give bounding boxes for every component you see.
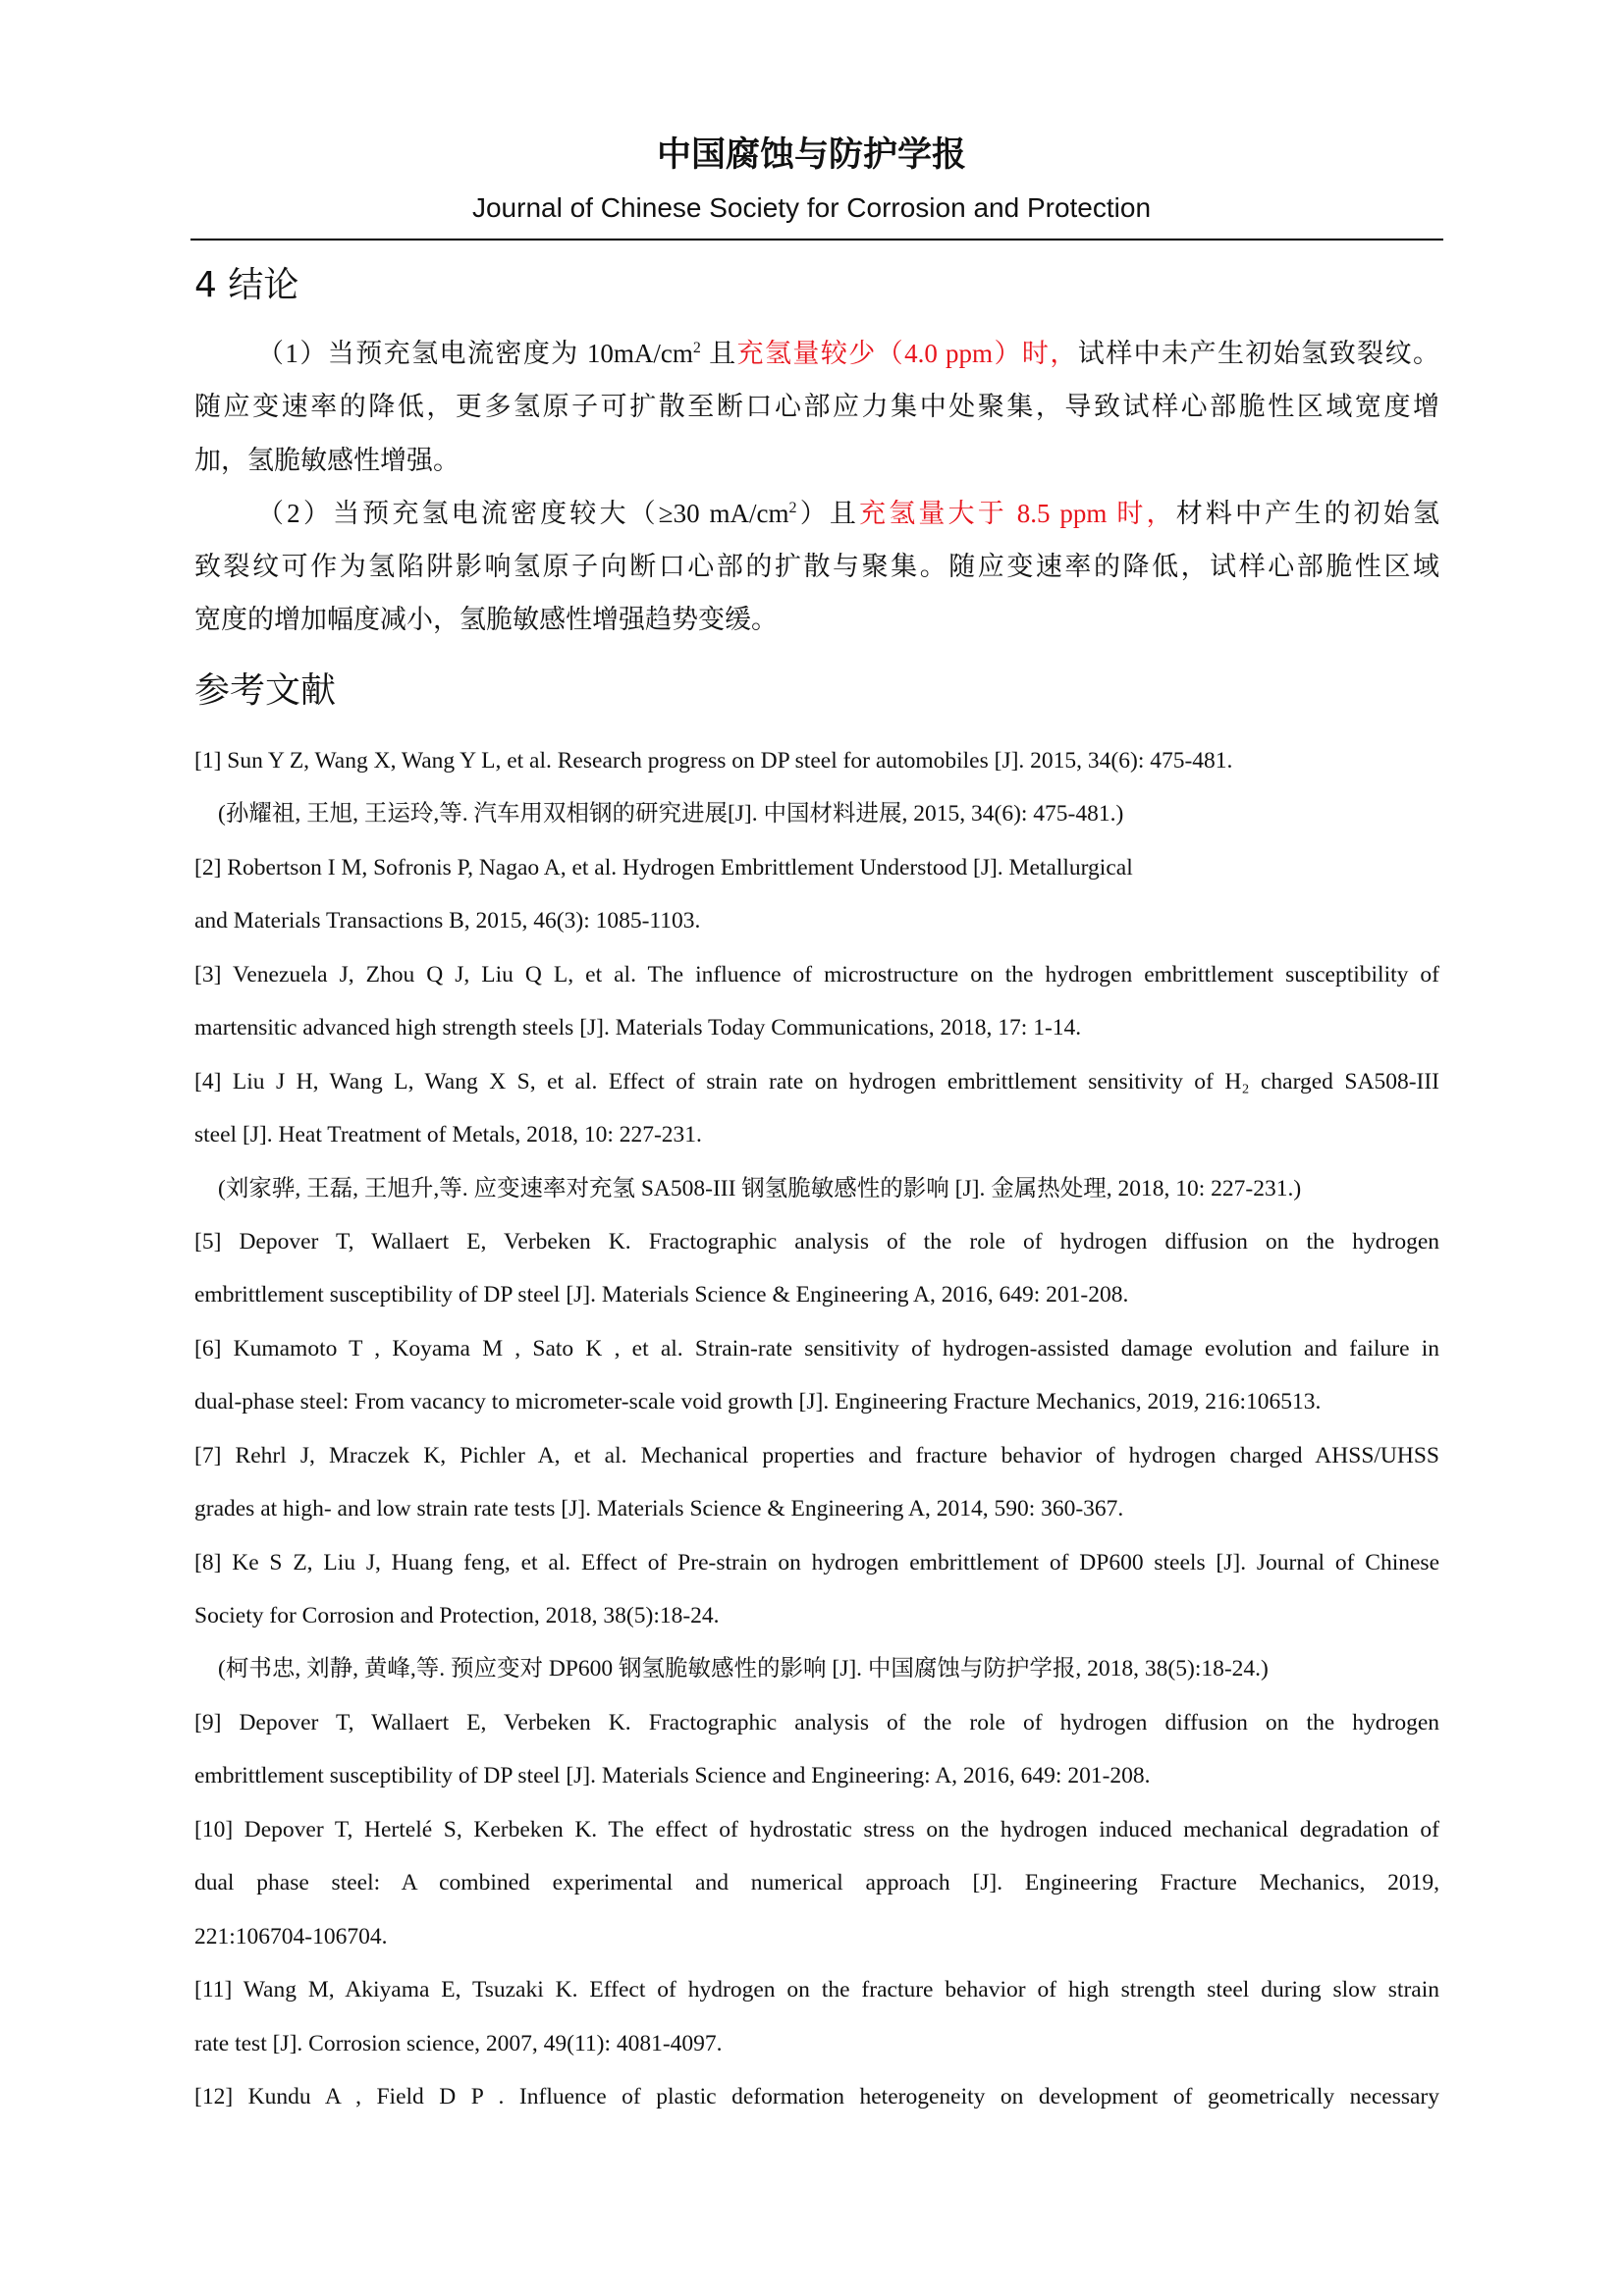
reference-line: dual-phase steel: From vacancy to micrometer-scale void growth [J]. Engineering Fracture Mechanics, 2019, 216:106513. bbox=[194, 1389, 1322, 1415]
reference-line: embrittlement susceptibility of DP steel [J]. Materials Science and Engineering: A, 2016, 649: 201-208. bbox=[194, 1763, 1151, 1789]
reference-translation: (柯书忠, 刘静, 黄峰,等. 预应变对 DP600 钢氢脆敏感性的影响 [J]. 中国腐蚀与防护学报, 2018, 38(5):18-24.) bbox=[218, 1656, 1269, 1682]
paragraph-line bbox=[194, 380, 1439, 433]
reference-list bbox=[194, 734, 1439, 2123]
reference-line: [9] Depover T, Wallaert E, Verbeken K. Fractographic analysis of the role of hydrogen diffusion on the hydrogen bbox=[194, 1709, 1439, 1735]
paragraph-line bbox=[194, 327, 1439, 380]
reference-line: dual phase steel: A combined experimental and numerical approach [J]. Engineering Fracture Mechanics, 2019, bbox=[194, 1870, 1439, 1896]
reference-line: [3] Venezuela J, Zhou Q J, Liu Q L, et al. The influence of microstructure on the hydrogen embrittlement susceptibility of bbox=[194, 961, 1439, 988]
paragraph-line bbox=[194, 593, 1439, 646]
reference-line: [7] Rehrl J, Mraczek K, Pichler A, et al. Mechanical properties and fracture behavior of hydrogen charged AHSS/UHSS bbox=[194, 1442, 1439, 1468]
reference-translation: (刘家骅, 王磊, 王旭升,等. 应变速率对充氢 SA508-III 钢氢脆敏感性的影响 [J]. 金属热处理, 2018, 10: 227-231.) bbox=[218, 1175, 1302, 1201]
header-rule bbox=[190, 239, 1443, 240]
reference-translation: (孙耀祖, 王旭, 王运玲,等. 汽车用双相钢的研究进展[J]. 中国材料进展, 2015, 34(6): 475-481.) bbox=[218, 801, 1124, 828]
reference-line: rate test [J]. Corrosion science, 2007, 49(11): 4081-4097. bbox=[194, 2030, 723, 2056]
reference-line: Society for Corrosion and Protection, 2018, 38(5):18-24. bbox=[194, 1603, 720, 1629]
text-run: （1）当预充氢电流密度为 10mA/cm bbox=[257, 339, 693, 368]
text-run: （2）当预充氢电流密度较大（≥30 mA/cm bbox=[257, 498, 789, 528]
journal-title-en: Journal of Chinese Society for Corrosion and Protection bbox=[471, 192, 1152, 223]
paragraph-line bbox=[194, 434, 1439, 487]
text-run: ）且 bbox=[796, 498, 860, 528]
reference-line: grades at high- and low strain rate tests [J]. Materials Science & Engineering A, 2014, 590: 360-367. bbox=[194, 1496, 1124, 1522]
reference-line: [11] Wang M, Akiyama E, Tsuzaki K. Effect of hydrogen on the fracture behavior of high strength steel during slow strain bbox=[194, 1977, 1439, 2003]
reference-line: [1] Sun Y Z, Wang X, Wang Y L, et al. Research progress on DP steel for automobiles [J]. 2015, 34(6): 475-481. bbox=[194, 748, 1233, 774]
reference-line: [6] Kumamoto T , Koyama M , Sato K , et al. Strain-rate sensitivity of hydrogen-assisted damage evolution and failure in bbox=[194, 1335, 1439, 1362]
highlighted-text: 充氢量较少（4.0 ppm）时， bbox=[736, 339, 1078, 368]
section-heading-conclusion: 4 结论 bbox=[194, 265, 299, 305]
reference-line: [5] Depover T, Wallaert E, Verbeken K. Fractographic analysis of the role of hydrogen diffusion on the hydrogen bbox=[194, 1228, 1439, 1255]
references-heading: 参考文献 bbox=[194, 670, 337, 711]
conclusion-body bbox=[194, 327, 1439, 647]
reference-line: [10] Depover T, Hertelé S, Kerbeken K. The effect of hydrostatic stress on the hydrogen induced mechanical degradation of bbox=[194, 1816, 1439, 1842]
reference-line: [8] Ke S Z, Liu J, Huang feng, et al. Effect of Pre-strain on hydrogen embrittlement of DP600 steels [J]. Journal of Chinese bbox=[194, 1549, 1439, 1575]
text-run: 宽度的增加幅度减小，氢脆敏感性增强趋势变缓。 bbox=[194, 605, 778, 635]
text-run: 加，氢脆敏感性增强。 bbox=[194, 445, 460, 475]
reference-line: steel [J]. Heat Treatment of Metals, 2018, 10: 227-231. bbox=[194, 1122, 702, 1148]
reference-line: [12] Kundu A , Field D P . Influence of plastic deformation heterogeneity on development of geometrically necessary bbox=[194, 2083, 1439, 2109]
reference-line: [2] Robertson I M, Sofronis P, Nagao A, et al. Hydrogen Embrittlement Understood [J]. Metallurgical bbox=[194, 854, 1133, 881]
text-run: 材料中产生的初始氢 bbox=[1175, 498, 1440, 528]
text-run: 且 bbox=[700, 339, 737, 368]
highlighted-text: 充氢量大于 8.5 ppm 时， bbox=[859, 498, 1176, 528]
text-run: 2 bbox=[692, 340, 701, 356]
paragraph-line bbox=[194, 487, 1439, 540]
text-run: 试样中未产生初始氢致裂纹。 bbox=[1077, 339, 1440, 368]
journal-title-cn: 中国腐蚀与防护学报 bbox=[656, 135, 966, 175]
text-run: 2 bbox=[788, 499, 797, 516]
reference-line: 221:106704-106704. bbox=[194, 1923, 388, 1949]
text-run: 致裂纹可作为氢陷阱影响氢原子向断口心部的扩散与聚集。随应变速率的降低，试样心部脆性区域 bbox=[194, 552, 1439, 582]
reference-line: and Materials Transactions B, 2015, 46(3): 1085-1103. bbox=[194, 908, 701, 934]
reference-line: embrittlement susceptibility of DP steel [J]. Materials Science & Engineering A, 2016, 649: 201-208. bbox=[194, 1282, 1129, 1308]
text-run: 随应变速率的降低，更多氢原子可扩散至断口心部应力集中处聚集，导致试样心部脆性区域宽度增 bbox=[194, 392, 1439, 422]
reference-line: [4] Liu J H, Wang L, Wang X S, et al. Effect of strain rate on hydrogen embrittlement sensitivity of H₂ charged SA508-III bbox=[194, 1068, 1439, 1095]
reference-line: martensitic advanced high strength steels [J]. Materials Today Communications, 2018, 17: 1-14. bbox=[194, 1015, 1082, 1041]
paragraph-line bbox=[194, 540, 1439, 593]
